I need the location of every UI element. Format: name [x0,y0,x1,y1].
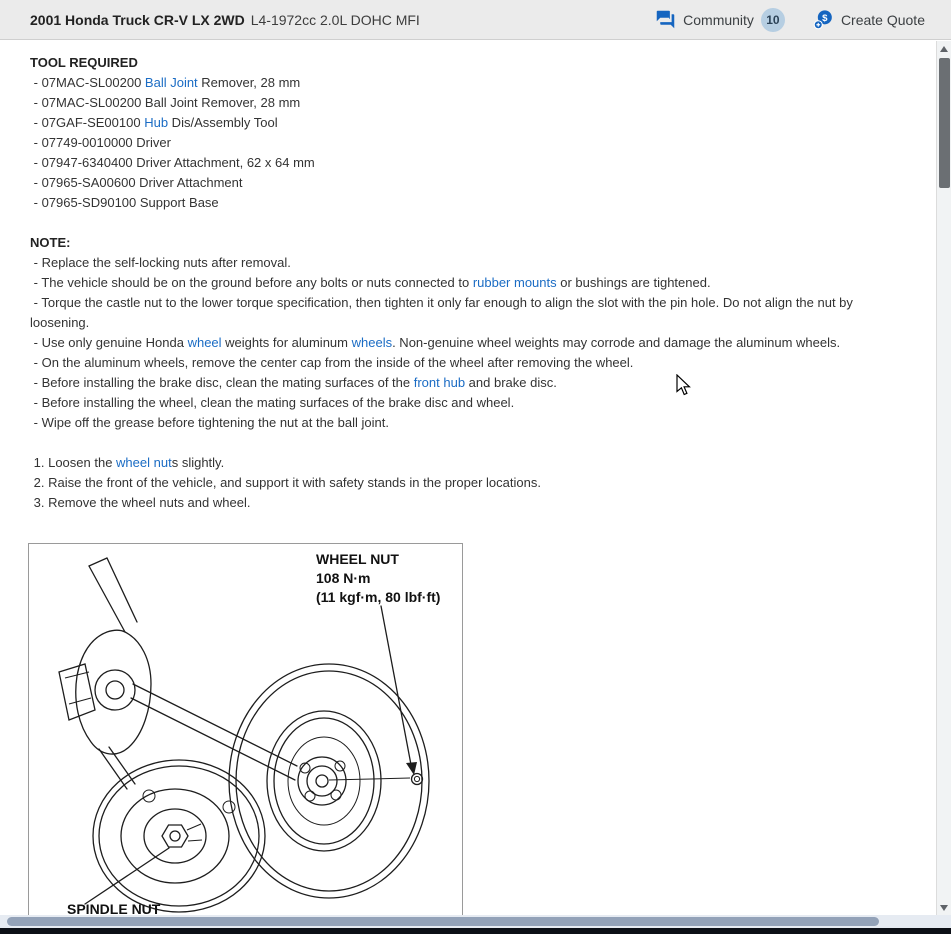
create-quote-button[interactable] [813,9,925,30]
note-heading: NOTE: [30,235,71,250]
line-prefix: 2. [30,475,49,490]
tool-line [30,93,910,113]
note-line [30,273,910,293]
arrow-up-icon [940,46,948,52]
text-segment: Dis/Assembly Tool [168,115,278,130]
article-content [0,41,936,915]
note-line [30,393,910,413]
tool-line [30,173,910,193]
horizontal-scrollbar[interactable] [0,915,936,928]
community-button[interactable] [655,8,785,32]
text-segment: Loosen the [48,455,117,470]
text-segment: 07GAF-SE00100 [41,115,145,130]
text-segment: Remover, 28 mm [197,75,301,90]
line-prefix: - [30,295,42,310]
line-prefix: - [30,135,42,150]
text-segment: The vehicle should be on the ground before any bolts or nuts connected to [41,275,473,290]
figure-spindle-nut-label: SPINDLE NUT [67,901,161,915]
scroll-down-button[interactable] [937,900,951,915]
text-segment: 07749-0010000 Driver [41,135,171,150]
tool-line [30,153,910,173]
inline-link[interactable]: front hub [413,375,466,390]
line-prefix: - [30,415,42,430]
text-segment: weights for aluminum [221,335,352,350]
figure-wheel-nut-label: WHEEL NUT [316,551,399,567]
text-segment: Wipe off the grease before tightening the nut at the ball joint. [41,415,389,430]
vehicle-subtitle: L4-1972cc 2.0L DOHC MFI [250,11,420,28]
text-segment: 07947-6340400 Driver Attachment, 62 x 64 mm [41,155,315,170]
line-prefix: - [30,255,42,270]
text-segment: On the aluminum wheels, remove the center cap from the inside of the wheel after removing the wheel. [41,355,634,370]
text-segment: Torque the castle nut to the lower torque specification, then tighten it only far enough to align the slot with the pin hole. Do not align the nut by loosening. [30,295,857,330]
inline-link[interactable]: wheel [187,335,222,350]
note-line [30,353,910,373]
inline-link[interactable]: Hub [144,115,169,130]
tool-line [30,113,910,133]
horizontal-scrollbar-thumb[interactable] [7,917,879,926]
note-line [30,293,910,333]
vehicle-header-bar [0,0,951,40]
text-segment: 07MAC-SL00200 [41,75,145,90]
line-prefix: - [30,155,42,170]
create-quote-icon [813,9,834,30]
line-prefix: - [30,115,42,130]
wheel-diagram [29,544,462,915]
text-segment: . Non-genuine wheel weights may corrode and damage the aluminum wheels. [392,335,841,350]
line-prefix: - [30,95,42,110]
text-segment: and brake disc. [465,375,557,390]
tool-line [30,133,910,153]
tool-list [30,73,910,213]
arrow-down-icon [940,905,948,911]
text-segment: Replace the self-locking nuts after removal. [41,255,291,270]
svg-text:$: $ [822,12,828,24]
inline-link[interactable]: wheels [351,335,393,350]
tool-required-heading: TOOL REQUIRED [30,55,138,70]
window-bottom-edge [0,928,951,934]
wheel-diagram-figure [28,543,463,915]
scroll-up-button[interactable] [937,41,951,56]
procedure-steps [30,453,910,513]
text-segment: 07965-SA00600 Driver Attachment [41,175,243,190]
inline-link[interactable]: Ball Joint [144,75,198,90]
note-line [30,333,910,353]
text-segment: Before installing the brake disc, clean the mating surfaces of the [41,375,414,390]
step-line [30,473,910,493]
figure-torque-alt: (11 kgf·m, 80 lbf·ft) [316,589,441,605]
vehicle-title: 2001 Honda Truck CR-V LX 2WD [30,11,245,28]
tool-line [30,73,910,93]
scrollbar-corner [936,915,951,928]
step-line [30,453,910,473]
line-prefix: - [30,375,42,390]
step-line [30,493,910,513]
create-quote-label: Create Quote [840,11,925,28]
community-count-badge: 10 [761,8,785,32]
text-segment: 07965-SD90100 Support Base [41,195,219,210]
community-icon [655,9,676,30]
text-segment: Remove the wheel nuts and wheel. [48,495,251,510]
line-prefix: - [30,175,42,190]
line-prefix: 1. [30,455,49,470]
text-segment: s slightly. [171,455,225,470]
inline-link[interactable]: wheel nut [116,455,172,470]
text-segment: 07MAC-SL00200 Ball Joint Remover, 28 mm [41,95,301,110]
inline-link[interactable]: rubber mounts [472,275,557,290]
note-list [30,253,910,433]
vertical-scrollbar-thumb[interactable] [939,58,950,188]
header-actions [655,8,925,32]
line-prefix: - [30,275,42,290]
line-prefix: 3. [30,495,49,510]
vertical-scrollbar[interactable] [936,41,951,915]
line-prefix: - [30,355,42,370]
line-prefix: - [30,395,42,410]
line-prefix: - [30,195,42,210]
text-segment: Raise the front of the vehicle, and support it with safety stands in the proper locations. [48,475,541,490]
text-segment: Use only genuine Honda [41,335,188,350]
tool-line [30,193,910,213]
figure-torque-value: 108 N·m [316,570,371,586]
community-label: Community [683,11,754,28]
line-prefix: - [30,75,42,90]
text-segment: Before installing the wheel, clean the mating surfaces of the brake disc and wheel. [41,395,515,410]
line-prefix: - [30,335,42,350]
text-segment: or bushings are tightened. [556,275,711,290]
note-line [30,253,910,273]
note-line [30,413,910,433]
note-line [30,373,910,393]
